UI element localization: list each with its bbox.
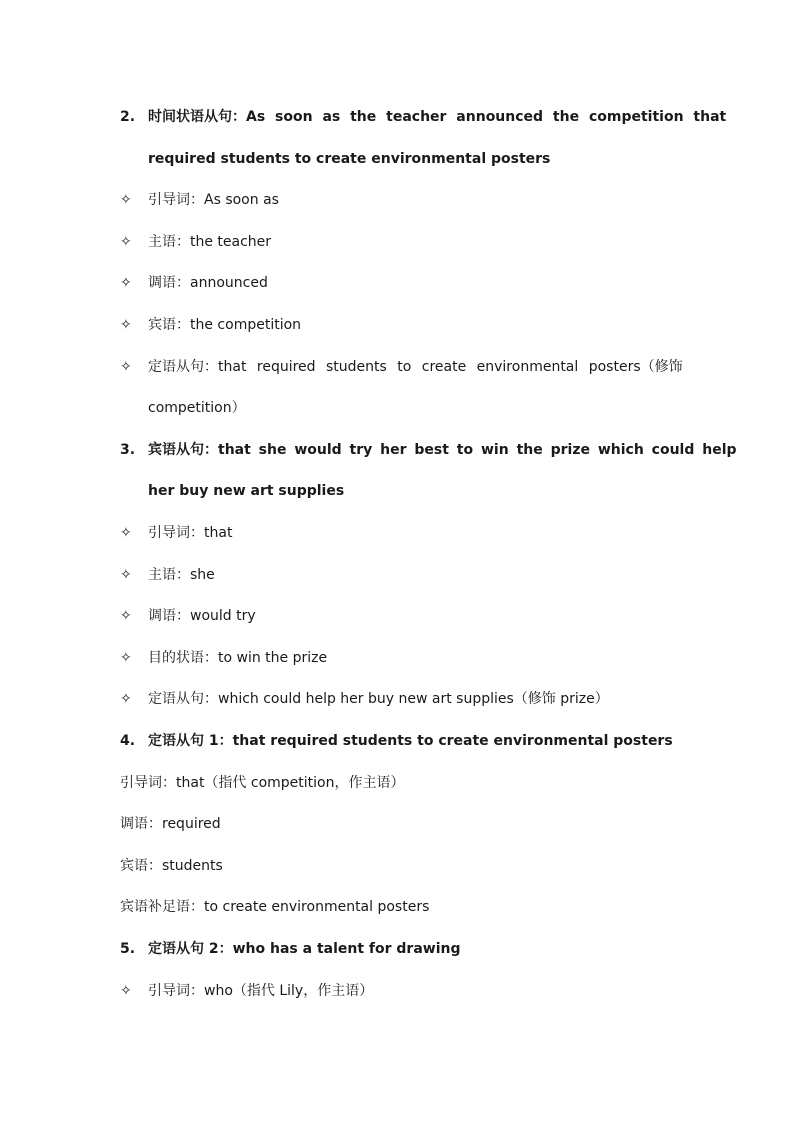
- list-item: [0, 314, 794, 336]
- list-item: [0, 688, 794, 710]
- section-number: 4.: [120, 733, 136, 749]
- list-item-text: 引导词：As soon as: [148, 192, 279, 208]
- list-item: [0, 980, 794, 1002]
- list-item: [0, 189, 794, 211]
- list-item-text: 目的状语：to win the prize: [148, 650, 328, 666]
- sparkle-bullet-icon: ✧: [120, 275, 132, 291]
- section-5-heading: [0, 938, 794, 960]
- list-item: [0, 231, 794, 253]
- section-2-heading: [0, 106, 794, 128]
- list-item: [0, 356, 794, 378]
- list-item-text: 宾语：the competition: [148, 317, 302, 333]
- list-item: [0, 647, 794, 669]
- section-number: 3.: [120, 442, 136, 458]
- section-heading-text: 宾语从句：that she would try her best to win the prize which could help: [148, 442, 737, 458]
- list-item-text: 主语：she: [148, 567, 215, 583]
- sparkle-bullet-icon: ✧: [120, 234, 132, 250]
- section-heading-text: 时间状语从句：As soon as the teacher announced the competition that: [148, 109, 727, 125]
- list-item-text: 引导词：who（指代 Lily，作主语）: [148, 983, 374, 999]
- plain-line-text: 调语：required: [120, 816, 221, 832]
- section-2-heading-cont: [0, 148, 794, 170]
- section-3-heading-cont: [0, 480, 794, 502]
- list-item-text: 调语：announced: [148, 275, 268, 291]
- plain-line: [0, 772, 794, 794]
- plain-line-text: 引导词：that（指代 competition，作主语）: [120, 775, 405, 791]
- sparkle-bullet-icon: ✧: [120, 192, 132, 208]
- sparkle-bullet-icon: ✧: [120, 317, 132, 333]
- sparkle-bullet-icon: ✧: [120, 359, 132, 375]
- plain-line: [0, 813, 794, 835]
- list-item-continuation: [0, 397, 794, 419]
- sparkle-bullet-icon: ✧: [120, 650, 132, 666]
- section-number: 5.: [120, 941, 136, 957]
- list-item: [0, 605, 794, 627]
- list-item: [0, 522, 794, 544]
- plain-line-text: 宾语：students: [120, 858, 223, 874]
- sparkle-bullet-icon: ✧: [120, 608, 132, 624]
- list-item: [0, 272, 794, 294]
- section-number: 2.: [120, 109, 136, 125]
- sparkle-bullet-icon: ✧: [120, 691, 132, 707]
- section-4-heading: [0, 730, 794, 752]
- list-item-text: 定语从句：which could help her buy new art supplies（修饰 prize）: [148, 691, 609, 707]
- list-item-text: 定语从句：that required students to create environmental posters（修饰: [148, 359, 683, 375]
- list-item: [0, 564, 794, 586]
- plain-line: [0, 896, 794, 918]
- section-heading-text: 定语从句 2：who has a talent for drawing: [148, 941, 461, 957]
- list-item-text: competition）: [148, 400, 246, 416]
- list-item-text: 调语：would try: [148, 608, 256, 624]
- section-heading-continuation: her buy new art supplies: [148, 483, 345, 499]
- sparkle-bullet-icon: ✧: [120, 567, 132, 583]
- list-item-text: 引导词：that: [148, 525, 233, 541]
- section-heading-continuation: required students to create environmental posters: [148, 151, 551, 167]
- section-heading-text: 定语从句 1：that required students to create environmental posters: [148, 733, 673, 749]
- plain-line-text: 宾语补足语：to create environmental posters: [120, 899, 430, 915]
- sparkle-bullet-icon: ✧: [120, 983, 132, 999]
- plain-line: [0, 855, 794, 877]
- sparkle-bullet-icon: ✧: [120, 525, 132, 541]
- section-3-heading: [0, 439, 794, 461]
- list-item-text: 主语：the teacher: [148, 234, 272, 250]
